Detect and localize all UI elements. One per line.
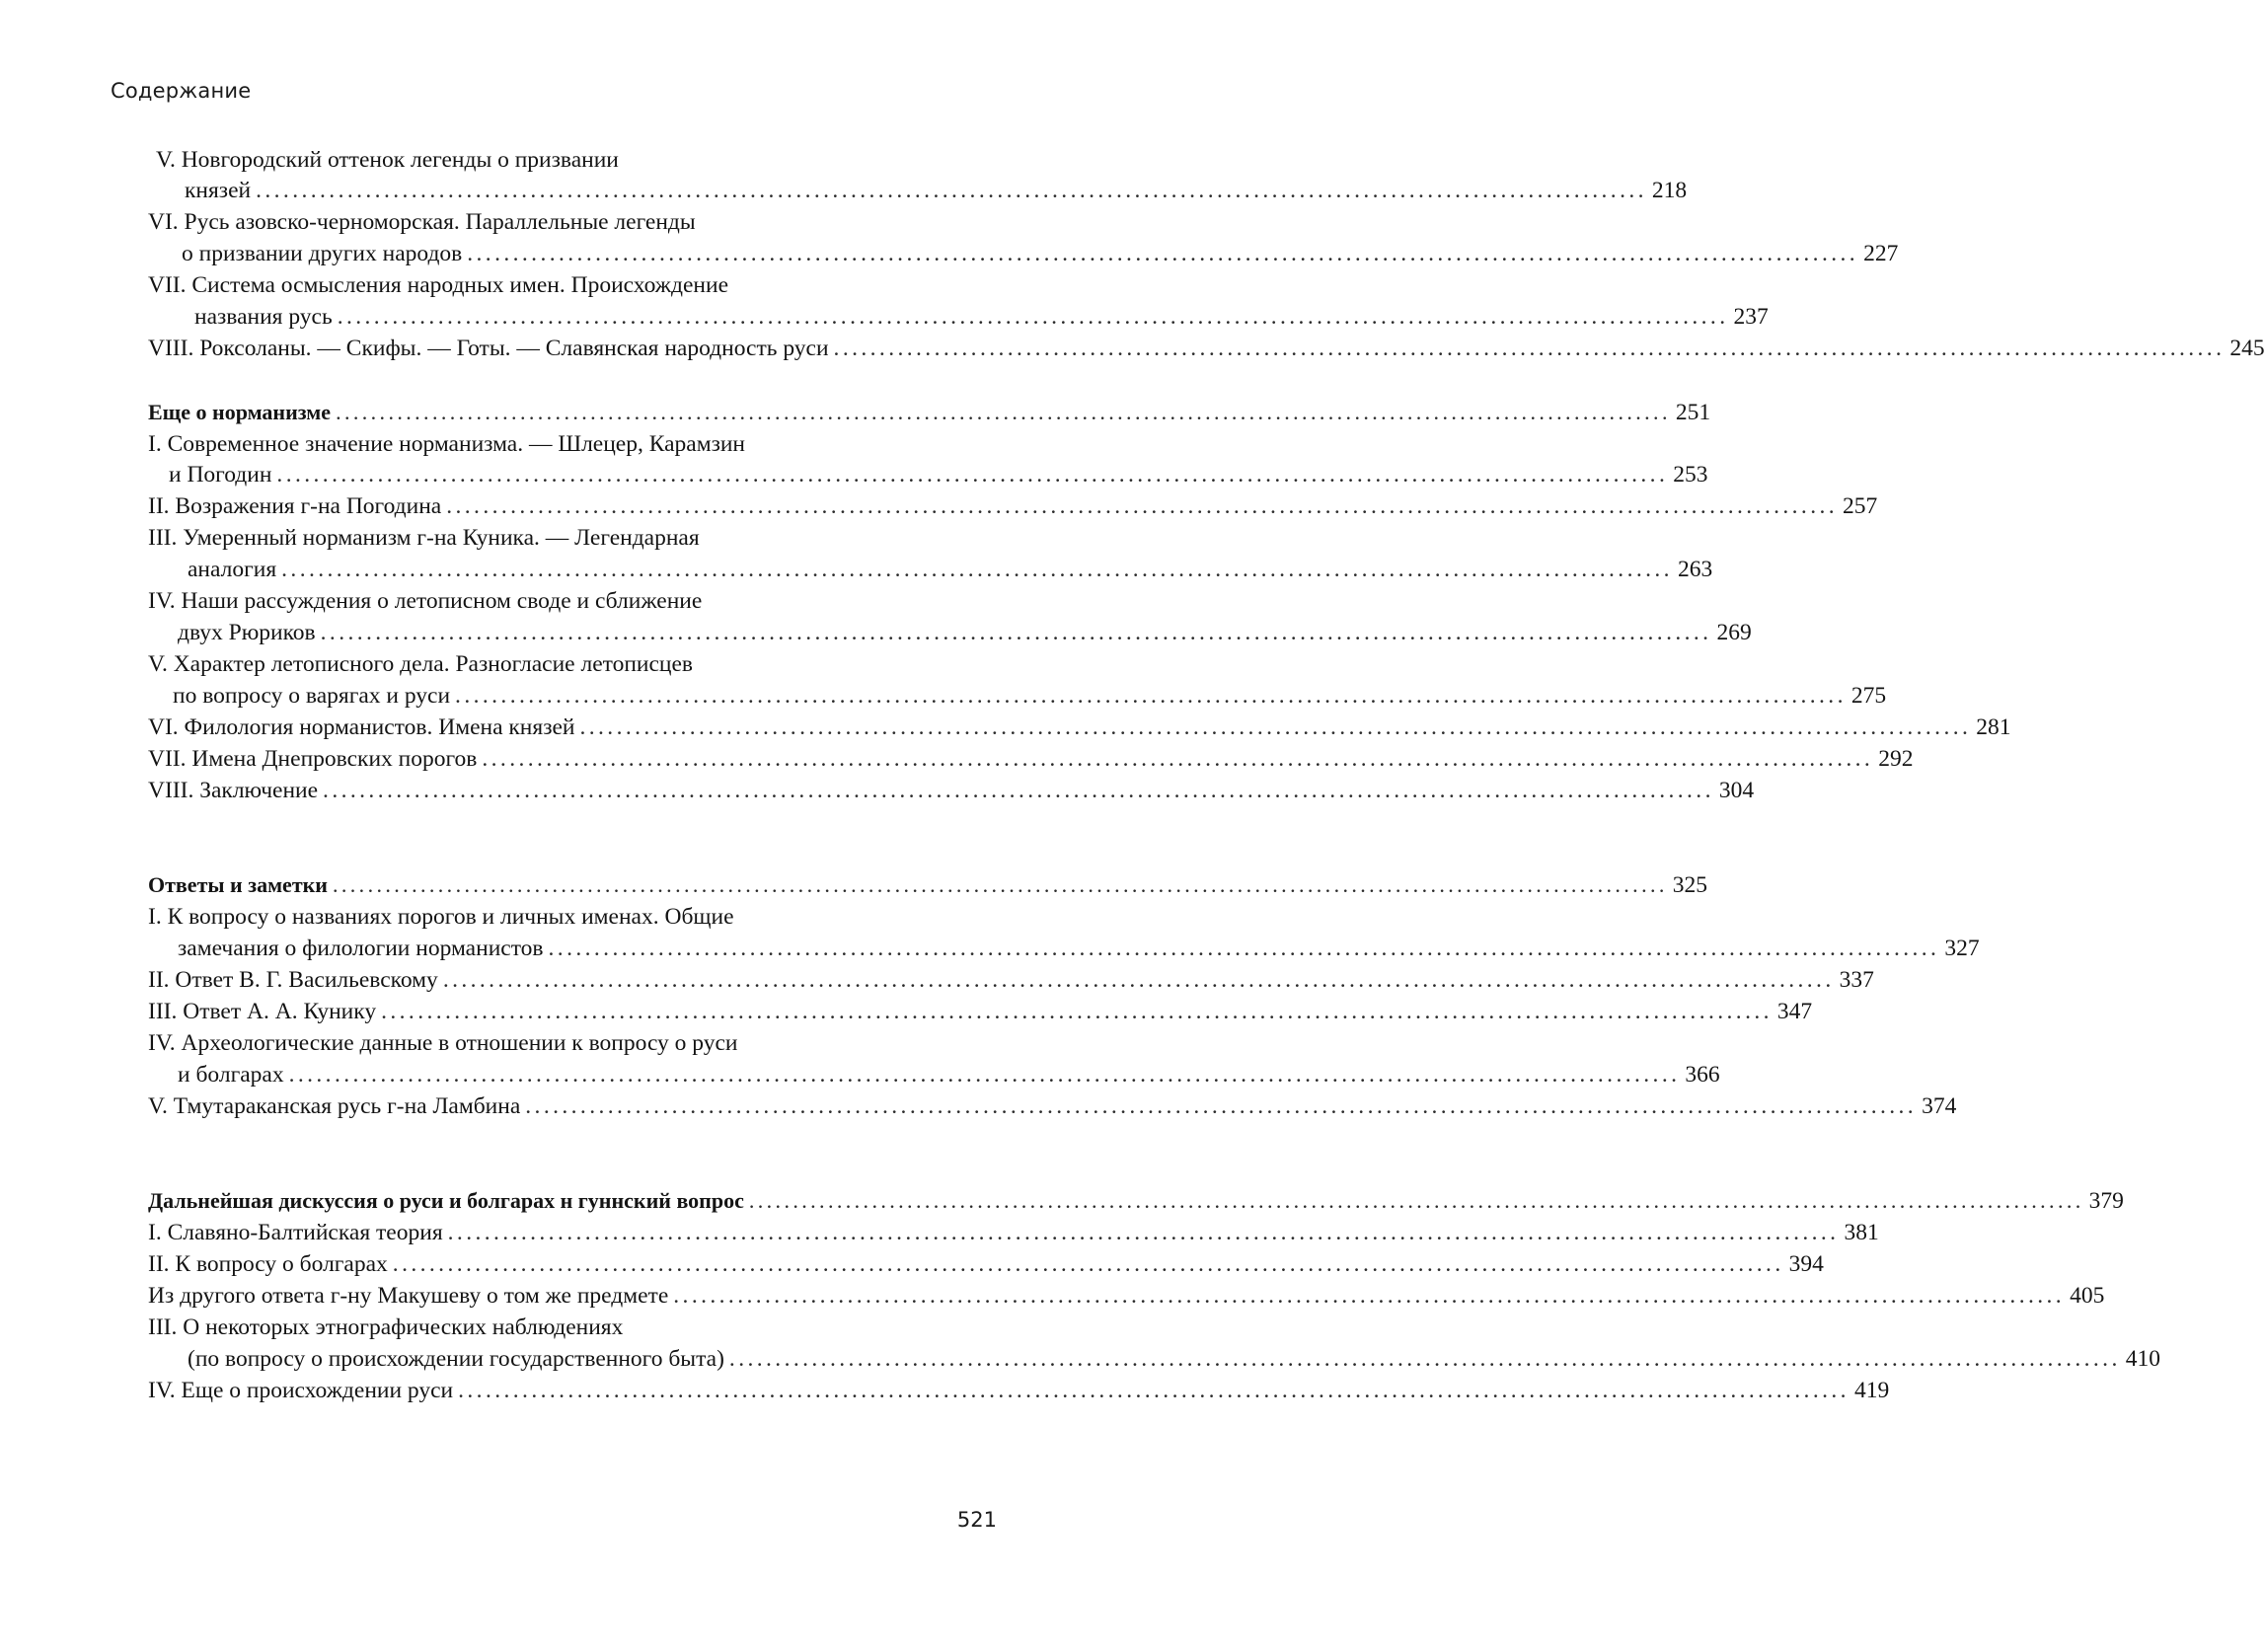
toc-entry-continuation xyxy=(0,1060,1720,1089)
dot-leader: ........................................................................................................................................................ xyxy=(579,714,1972,740)
toc-page-number: 381 xyxy=(1844,1220,1879,1245)
section-heading-text: Ответы и заметки xyxy=(148,872,328,897)
toc-page-number: 281 xyxy=(1976,714,2011,740)
toc-entry-title xyxy=(0,586,1145,616)
dot-leader: ........................................................................................................................................................ xyxy=(447,1220,1840,1245)
toc-page-number: 257 xyxy=(1843,493,1878,519)
toc-page-number: 327 xyxy=(1944,936,1980,961)
toc-entry-title xyxy=(0,523,1145,553)
dot-leader: ........................................................................................................................................................ xyxy=(256,178,1647,203)
toc-section-heading xyxy=(0,398,1711,427)
dot-leader: ........................................................................................................................................................ xyxy=(381,999,1773,1024)
dot-leader: ........................................................................................................................................................ xyxy=(336,400,1671,424)
toc-page-number: 337 xyxy=(1839,967,1874,993)
toc-entry xyxy=(0,491,1878,521)
toc-entry xyxy=(0,997,1813,1026)
toc-entry xyxy=(0,334,2265,363)
dot-leader: ........................................................................................................................................................ xyxy=(337,304,1729,330)
toc-entry-text: о призвании других народов xyxy=(182,241,463,266)
toc-page-number: 237 xyxy=(1733,304,1769,330)
toc-page-number: 366 xyxy=(1685,1062,1720,1088)
dot-leader: ........................................................................................................................................................ xyxy=(728,1346,2121,1372)
toc-entry-text: названия русь xyxy=(194,304,333,330)
toc-page-number: 245 xyxy=(2229,336,2265,361)
toc-entry-continuation xyxy=(0,681,1887,711)
toc-entry-text: аналогия xyxy=(188,557,277,582)
toc-page-number: 379 xyxy=(2088,1188,2124,1214)
toc-entry xyxy=(0,1218,1879,1247)
dot-leader: ........................................................................................................................................................ xyxy=(323,778,1714,803)
dot-leader: ........................................................................................................................................................ xyxy=(281,557,1673,582)
toc-entry xyxy=(0,713,2011,742)
dot-leader: ........................................................................................................................................................ xyxy=(276,462,1669,488)
toc-page-number: 275 xyxy=(1850,683,1887,709)
toc-page-number: 227 xyxy=(1863,241,1899,266)
toc-entry-text: Из другого ответа г-ну Макушеву о том же предмете xyxy=(148,1283,669,1309)
toc-entry xyxy=(0,744,1914,774)
toc-page-number: 304 xyxy=(1718,778,1755,803)
dot-leader: ........................................................................................................................................................ xyxy=(525,1093,1918,1119)
toc-entry-text: III. Умеренный норманизм г-на Куника. — Легендарная xyxy=(148,525,700,551)
dot-leader: ........................................................................................................................................................ xyxy=(833,336,2226,361)
dot-leader: ........................................................................................................................................................ xyxy=(458,1378,1850,1403)
toc-entry-text: замечания о филологии норманистов xyxy=(178,936,544,961)
dot-leader: ........................................................................................................................................................ xyxy=(673,1283,2066,1309)
toc-entry xyxy=(0,1091,1957,1121)
toc-entry-text: IV. Археологические данные в отношении к вопросу о руси xyxy=(148,1030,738,1056)
toc-entry-text: (по вопросу о происхождении государственного быта) xyxy=(188,1346,724,1372)
toc-entry-text: IV. Еще о происхождении руси xyxy=(148,1378,454,1403)
toc-page-number: 405 xyxy=(2070,1283,2105,1309)
toc-entry-text: V. Тмутараканская русь г-на Ламбина xyxy=(148,1093,521,1119)
toc-page-number: 263 xyxy=(1677,557,1713,582)
dot-leader: ........................................................................................................................................................ xyxy=(442,967,1835,993)
dot-leader: ........................................................................................................................................................ xyxy=(392,1251,1784,1277)
dot-leader: ........................................................................................................................................................ xyxy=(482,746,1874,772)
toc-entry xyxy=(0,965,1874,995)
toc-page-number: 347 xyxy=(1776,999,1813,1024)
toc-entry-text: двух Рюриков xyxy=(178,620,316,645)
toc-page-number: 292 xyxy=(1878,746,1914,772)
toc-entry-title xyxy=(0,649,1145,679)
toc-page-number: 218 xyxy=(1651,178,1688,203)
section-heading-text: Дальнейшая дискуссия о руси и болгарах н гуннский вопрос xyxy=(148,1188,744,1213)
toc-page-number: 410 xyxy=(2125,1346,2160,1372)
page-number: 521 xyxy=(956,1508,997,1532)
toc-entry-title xyxy=(0,429,1145,459)
toc-entry xyxy=(0,1376,1890,1405)
dot-leader: ........................................................................................................................................................ xyxy=(446,493,1839,519)
toc-entry-text: V. Характер летописного дела. Разногласие летописцев xyxy=(148,651,694,677)
toc-entry-text: VII. Система осмысления народных имен. Происхождение xyxy=(148,272,728,298)
toc-entry-title xyxy=(0,207,1145,237)
toc-entry-continuation xyxy=(0,1344,2160,1374)
toc-entry-text: князей xyxy=(185,178,252,203)
toc-entry-text: II. Ответ В. Г. Васильевскому xyxy=(148,967,438,993)
toc-entry-text: по вопросу о варягах и руси xyxy=(173,683,451,709)
toc-entry-title xyxy=(0,145,1153,175)
dot-leader: ........................................................................................................................................................ xyxy=(455,683,1847,709)
dot-leader: ........................................................................................................................................................ xyxy=(548,936,1940,961)
toc-entry-text: VII. Имена Днепровских порогов xyxy=(148,746,478,772)
dot-leader: ........................................................................................................................................................ xyxy=(320,620,1712,645)
toc-entry-text: III. Ответ А. А. Кунику xyxy=(148,999,377,1024)
toc-entry-title xyxy=(0,902,1145,932)
toc-entry-text: II. Возражения г-на Погодина xyxy=(148,493,442,519)
toc-section-heading xyxy=(0,870,1708,900)
toc-entry xyxy=(0,1281,2105,1311)
toc-page-number: 374 xyxy=(1922,1093,1957,1119)
dot-leader: ........................................................................................................................................................ xyxy=(748,1188,2084,1213)
toc-entry-continuation xyxy=(0,460,1708,489)
toc-entry-text: и болгарах xyxy=(178,1062,284,1088)
section-heading-text: Еще о норманизме xyxy=(148,400,332,424)
toc-entry-text: V. Новгородский оттенок легенды о призвании xyxy=(156,147,619,173)
toc-entry-title xyxy=(0,1028,1145,1058)
toc-entry-text: I. К вопросу о названиях порогов и личных именах. Общие xyxy=(148,904,734,930)
toc-entry-text: и Погодин xyxy=(169,462,272,488)
toc-entry-text: VI. Филология норманистов. Имена князей xyxy=(148,714,575,740)
toc-entry-text: IV. Наши рассуждения о летописном своде и сближение xyxy=(148,588,703,614)
toc-entry-continuation xyxy=(0,618,1752,647)
toc-entry-text: VIII. Роксоланы. — Скифы. — Готы. — Славянская народность руси xyxy=(148,336,829,361)
toc-page-number: 253 xyxy=(1673,462,1708,488)
toc-section-heading xyxy=(0,1186,2124,1216)
toc-page-number: 269 xyxy=(1716,620,1752,645)
toc-entry xyxy=(0,1249,1824,1279)
toc-page-number: 419 xyxy=(1853,1378,1890,1403)
toc-entry xyxy=(0,776,1755,805)
dot-leader: ........................................................................................................................................................ xyxy=(288,1062,1681,1088)
toc-page-number: 251 xyxy=(1675,400,1711,425)
toc-entry-text: I. Славяно-Балтийская теория xyxy=(148,1220,443,1245)
toc-entry-continuation xyxy=(0,302,1769,332)
dot-leader: ........................................................................................................................................................ xyxy=(467,241,1859,266)
toc-page-number: 394 xyxy=(1788,1251,1824,1277)
toc-entry-title xyxy=(0,1313,1145,1342)
dot-leader: ........................................................................................................................................................ xyxy=(332,872,1668,897)
toc-entry-text: VIII. Заключение xyxy=(148,778,319,803)
running-head: Содержание xyxy=(111,79,252,103)
toc-entry-text: VI. Русь азовско-черноморская. Параллельные легенды xyxy=(148,209,696,235)
toc-entry-text: II. К вопросу о болгарах xyxy=(148,1251,388,1277)
toc-entry-text: III. О некоторых этнографических наблюдениях xyxy=(148,1314,624,1340)
toc-entry-continuation xyxy=(0,555,1713,584)
toc-entry-title xyxy=(0,270,1145,300)
toc-page-number: 325 xyxy=(1672,872,1708,898)
toc-entry-continuation xyxy=(0,176,1688,205)
toc-entry-text: I. Современное значение норманизма. — Шлецер, Карамзин xyxy=(148,431,746,457)
toc-entry-continuation xyxy=(0,934,1980,963)
toc-entry-continuation xyxy=(0,239,1899,268)
